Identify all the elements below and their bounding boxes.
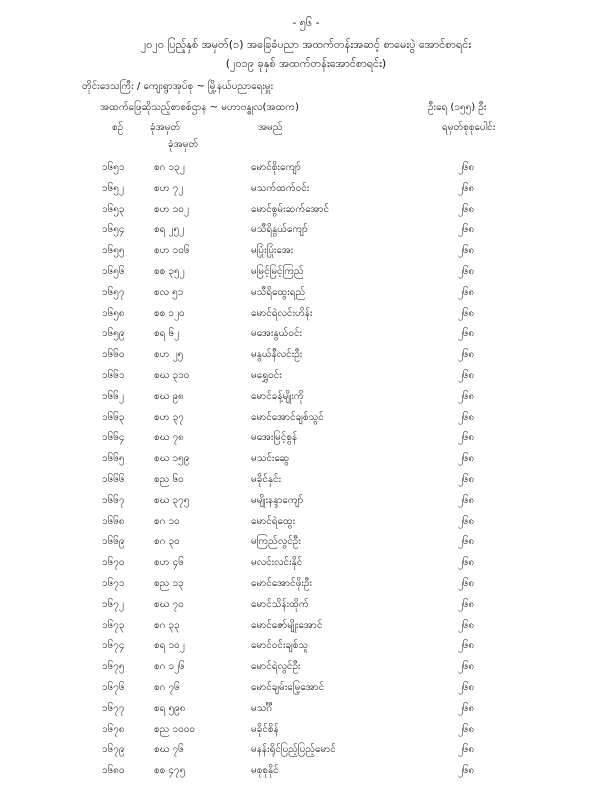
row-name: မောင်အောင်ချစ်သွင် — [251, 411, 324, 423]
row-name: မသီရိထွေးရည် — [251, 286, 306, 298]
row-number: ၁၆၅၃ — [102, 203, 125, 215]
row-number: ၁၆၇၁ — [102, 577, 125, 589]
row-number: ၁၆၆၀ — [102, 349, 125, 361]
table-row — [0, 701, 612, 722]
table-row — [0, 659, 612, 680]
row-reg-number: စစ ၄၇၅ — [154, 765, 186, 777]
row-score: ၂၆၈ — [458, 557, 475, 569]
row-score: ၂၆၈ — [458, 536, 475, 548]
table-row — [0, 347, 612, 368]
row-reg-number: စဃ ၃၇၅ — [154, 494, 190, 506]
row-reg-number: စရ ၆၂ — [154, 328, 180, 340]
row-reg-number: စဟ ၂၅ — [154, 349, 184, 361]
row-score: ၂၆၈ — [458, 265, 475, 277]
table-row — [0, 285, 612, 306]
row-reg-number: စဂ ၁၃၂ — [154, 162, 185, 173]
row-reg-number: စဂ ၃၀ — [154, 536, 180, 548]
row-number: ၁၆၇၆ — [102, 681, 125, 693]
row-name: မကြည်လွင်ဦး — [251, 536, 301, 548]
row-score: ၂၆၈ — [458, 203, 475, 215]
row-number: ၁၆၅၉ — [102, 328, 125, 340]
column-header-name: အမည် — [258, 122, 283, 133]
row-number: ၁၆၆၉ — [102, 536, 125, 548]
row-reg-number: စဟ ၁၀၆ — [154, 245, 190, 257]
row-score: ၂၆၈ — [458, 182, 475, 194]
row-score: ၂၆၈ — [458, 681, 475, 693]
column-header-reg: ခုံအမှတ် — [150, 122, 181, 133]
row-score: ၂၆၈ — [458, 661, 475, 673]
row-reg-number: စည ၆၀ — [154, 473, 184, 485]
row-score: ၂၆၈ — [458, 390, 475, 402]
row-name: မခိုင်နှင်း — [251, 473, 282, 485]
column-header-score: ရမှတ်စုစုပေါင်း — [442, 122, 496, 133]
row-reg-number: စစ ၃၅၂ — [154, 265, 185, 277]
page-number: - ၅၆ - — [292, 16, 320, 29]
table-row — [0, 430, 612, 451]
row-reg-number: စဂ ၃၃ — [154, 619, 180, 631]
table-row — [0, 763, 612, 784]
row-reg-number: စရ ၁၀၂ — [154, 640, 185, 652]
row-name: မသီရိနွယ်ကျော် — [251, 224, 308, 236]
row-reg-number: စရ ၂၅၂ — [154, 224, 184, 236]
row-name: မောင်ရဲလင်းဟိန်း — [251, 307, 313, 319]
row-score: ၂၆၈ — [458, 286, 475, 298]
table-row — [0, 222, 612, 243]
document-subtitle: (၂၀၁၉ ခုနှစ် အထက်တန်းအောင်စာရင်း) — [225, 57, 387, 70]
row-score: ၂၆၈ — [458, 432, 475, 444]
column-header-no: စဉ် — [112, 122, 124, 133]
row-score: ၂၆၈ — [458, 619, 475, 631]
row-number: ၁၆၆၁ — [102, 369, 125, 381]
row-reg-number: စဃ ၁၅၉ — [154, 453, 190, 465]
row-number: ၁၆၆၅ — [102, 453, 125, 465]
results-table — [0, 160, 612, 784]
row-number: ၁၆၅၅ — [102, 245, 125, 257]
row-score: ၂၆၈ — [458, 702, 475, 714]
exam-center-label: အထက်ဖြေဆိုသည့်စာစစ်ဌာန ~ မဟာဗန္ဓုလ(အထက) — [100, 102, 299, 113]
row-name: မသင်းဆွေ — [251, 453, 290, 465]
table-row — [0, 638, 612, 659]
row-reg-number: စဂ ၁၂၆ — [154, 661, 185, 673]
row-reg-number: စဟ ၁၀၂ — [154, 203, 189, 215]
row-number: ၁၆၇၃ — [102, 619, 125, 631]
table-row — [0, 597, 612, 618]
row-name: မနွယ်နီလင်းဦး — [251, 349, 303, 361]
row-reg-number: စည ၁၀၀၀ — [154, 723, 195, 735]
row-name: မောင်သိန်းထိုက် — [251, 598, 309, 610]
row-score: ၂၆၈ — [458, 765, 475, 777]
row-reg-number: စဟ ၄၆ — [154, 557, 184, 569]
row-score: ၂၆၈ — [458, 473, 475, 485]
row-number: ၁၆၇၈ — [102, 723, 125, 735]
row-name: မောင်စိုးကျော် — [251, 162, 301, 173]
row-name: မောင်ချမ်းမြေ့အောင် — [251, 681, 325, 693]
row-number: ၁၆၅၈ — [102, 307, 125, 319]
row-score: ၂၆၈ — [458, 453, 475, 465]
row-name: မမြင့်မြင့်ကြည် — [251, 265, 304, 277]
row-reg-number: စဂ ၁၀ — [154, 515, 180, 527]
row-score: ၂၆၈ — [458, 245, 475, 257]
row-number: ၁၆၅၆ — [102, 265, 125, 277]
row-name: မအေးနွယ်ဝင်း — [251, 328, 303, 340]
row-number: ၁၆၆၆ — [102, 473, 125, 485]
table-row — [0, 493, 612, 514]
row-name: မအေးမြင့်စွန် — [251, 432, 298, 444]
row-number: ၁၆၆၄ — [102, 432, 125, 444]
row-number: ၁၆၆၃ — [102, 411, 125, 423]
row-name: မောင်အောင်ဖိုးဦး — [251, 577, 313, 589]
table-row — [0, 576, 612, 597]
row-name: မောင်ရဲထွေး — [251, 515, 296, 527]
row-score: ၂၆၈ — [458, 640, 475, 652]
row-number: ၁၆၅၇ — [102, 286, 125, 298]
table-row — [0, 742, 612, 763]
table-row — [0, 722, 612, 743]
row-reg-number: စလ ၅၁ — [154, 286, 184, 298]
row-reg-number: စဟ ၃၇ — [154, 411, 184, 423]
column-header-reg-line2: ခုံအမှတ် — [168, 139, 199, 150]
row-score: ၂၆၈ — [458, 307, 475, 319]
row-name: မစုစုနိုင် — [251, 765, 279, 777]
row-number: ၁၆၅၁ — [102, 162, 125, 173]
row-number: ၁၆၇၅ — [102, 661, 125, 673]
row-score: ၂၆၈ — [458, 723, 475, 735]
row-number: ၁၆၇၇ — [102, 702, 125, 714]
row-reg-number: စဃ ၇၈ — [154, 432, 184, 444]
row-number: ၁၆၆၂ — [102, 390, 124, 402]
row-name: မနန်းရိုင်ပြည့်ပြည့်မောင် — [251, 744, 336, 756]
row-score: ၂၆၈ — [458, 744, 475, 756]
row-score: ၂၆၈ — [458, 349, 475, 361]
table-row — [0, 181, 612, 202]
table-row — [0, 160, 612, 181]
table-row — [0, 451, 612, 472]
row-number: ၁၆၇၂ — [102, 598, 124, 610]
row-name: မလင်းလင်းနိုင် — [251, 557, 303, 569]
row-reg-number: စရ ၅၉၈ — [154, 702, 186, 714]
row-number: ၁၆၆၈ — [102, 515, 125, 527]
document-title: ၂၀၂၀ ပြည့်နှစ် အမှတ်(၁) အခြေခံပညာ အထက်တန်းအဆင့် စာမေးပွဲ အောင်စာရင်း — [140, 38, 472, 51]
row-score: ၂၆၈ — [458, 598, 475, 610]
row-score: ၂၆၈ — [458, 577, 475, 589]
row-score: ၂၆၈ — [458, 369, 475, 381]
row-reg-number: စဟ ၇၂ — [154, 182, 184, 194]
row-score: ၂၆၈ — [458, 515, 475, 527]
row-number: ၁၆၇၄ — [102, 640, 125, 652]
row-reg-number: စဃ ၃၁၀ — [154, 369, 190, 381]
row-name: မပြုံးပြုံးအေး — [251, 245, 294, 257]
table-row — [0, 534, 612, 555]
row-number: ၁၆၈၀ — [102, 765, 125, 777]
table-row — [0, 326, 612, 347]
table-row — [0, 472, 612, 493]
candidate-count: ဦးရေ (၁၅၅) ဦး — [428, 102, 487, 113]
row-reg-number: စဃ ၉၈ — [154, 390, 184, 402]
row-score: ၂၆၈ — [458, 411, 475, 423]
row-name: မောင်ဇော်မျိုးအောင် — [251, 619, 323, 631]
row-name: မခိုင်စိန် — [251, 723, 279, 735]
row-score: ၂၆၈ — [458, 494, 475, 506]
row-number: ၁၆၇၉ — [102, 744, 125, 756]
table-row — [0, 555, 612, 576]
row-score: ၂၆၈ — [458, 162, 475, 173]
row-reg-number: စဃ ၇၆ — [154, 744, 184, 756]
row-number: ၁၆၆၇ — [102, 494, 125, 506]
row-name: မောင်ခန့်မျိုးကို — [251, 390, 304, 402]
row-number: ၁၆၅၄ — [102, 224, 125, 236]
row-name: မရွှေဝင်း — [251, 369, 282, 381]
table-row — [0, 368, 612, 389]
table-row — [0, 264, 612, 285]
row-reg-number: စဂ ၇၆ — [154, 681, 180, 693]
row-name: မမျိုးနန္ဒာကျော် — [251, 494, 304, 506]
section-heading: တိုင်းဒေသကြီး / ကျေးရွာအုပ်စု ~ မြို့နယ်ပညာရေးမှူး — [82, 81, 274, 92]
row-score: ၂၆၈ — [458, 328, 475, 340]
row-name: မောင်စွမ်းဆက်အောင် — [251, 203, 330, 215]
table-row — [0, 680, 612, 701]
table-row — [0, 410, 612, 431]
row-name: မသက်ထက်ဝင်း — [251, 182, 310, 194]
row-name: မောင်ဝင်းချစ်သူ — [251, 640, 309, 652]
table-row — [0, 306, 612, 327]
table-row — [0, 243, 612, 264]
row-reg-number: စဃ ၇၀ — [154, 598, 184, 610]
row-reg-number: စစ ၁၂၀ — [154, 307, 185, 319]
table-row — [0, 389, 612, 410]
row-number: ၁၆၇၀ — [102, 557, 125, 569]
table-row — [0, 514, 612, 535]
row-reg-number: စည ၁၃ — [154, 577, 184, 589]
row-number: ၁၆၅၂ — [102, 182, 124, 194]
table-row — [0, 618, 612, 639]
row-name: မသင်္ဂီ — [251, 702, 273, 714]
row-score: ၂၆၈ — [458, 224, 475, 236]
table-row — [0, 202, 612, 223]
row-name: မောင်ရဲလွင်ဦး — [251, 661, 301, 673]
